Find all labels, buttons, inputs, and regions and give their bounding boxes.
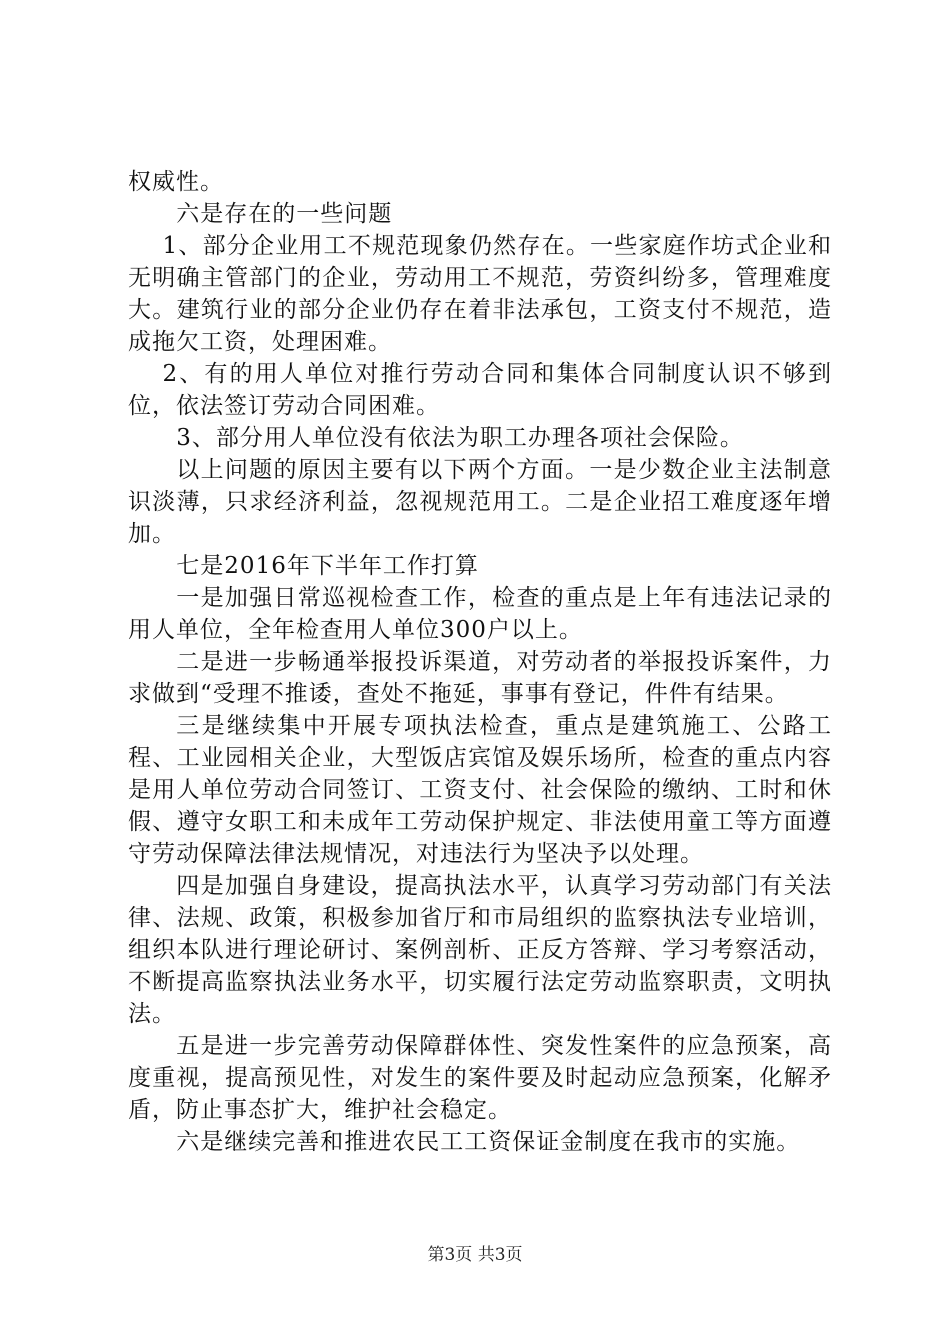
document-body: [128, 166, 832, 1158]
section-heading-problems: 六是存在的一些问题: [176, 201, 393, 227]
paragraph-continuation: 权威性。: [128, 169, 224, 195]
paragraph-plan-6: 六是继续完善和推进农民工工资保证金制度在我市的实施。: [176, 1129, 801, 1155]
paragraph-problem-1: 1、部分企业用工不规范现象仍然存在。一些家庭作坊式企业和无明确主管部门的企业，劳动用工不规范，劳资纠纷多，管理难度大。建筑行业的部分企业仍存在着非法承包，工资支付不规范，造成拖欠工资，处理困难。: [128, 233, 832, 355]
paragraph-problem-2: 2、有的用人单位对推行劳动合同和集体合同制度认识不够到位，依法签订劳动合同困难。: [128, 361, 832, 419]
paragraph-plan-5: 五是进一步完善劳动保障群体性、突发性案件的应急预案，高度重视，提高预见性，对发生的案件要及时起动应急预案，化解矛盾，防止事态扩大，维护社会稳定。: [128, 1033, 832, 1123]
page-footer: 第3页 共3页: [427, 1245, 523, 1265]
paragraph-plan-2: 二是进一步畅通举报投诉渠道，对劳动者的举报投诉案件，力求做到“受理不推诿，查处不拖延，事事有登记，件件有结果。: [128, 649, 832, 707]
paragraph-problem-3: 3、部分用人单位没有依法为职工办理各项社会保险。: [176, 425, 744, 451]
paragraph-plan-4: 四是加强自身建设，提高执法水平，认真学习劳动部门有关法律、法规、政策，积极参加省厅和市局组织的监察执法专业培训，组织本队进行理论研讨、案例剖析、正反方答辩、学习考察活动，不断提高监察执法业务水平，切实履行法定劳动监察职责，文明执法。: [128, 873, 832, 1027]
paragraph-causes: 以上问题的原因主要有以下两个方面。一是少数企业主法制意识淡薄，只求经济利益，忽视规范用工。二是企业招工难度逐年增加。: [128, 457, 832, 547]
paragraph-plan-1: 一是加强日常巡视检查工作，检查的重点是上年有违法记录的用人单位，全年检查用人单位300户以上。: [128, 585, 832, 643]
section-heading-plans: 七是2016年下半年工作打算: [176, 553, 479, 579]
paragraph-plan-3: 三是继续集中开展专项执法检查，重点是建筑施工、公路工程、工业园相关企业，大型饭店宾馆及娱乐场所，检查的重点内容是用人单位劳动合同签订、工资支付、社会保险的缴纳、工时和休假、遵守女职工和未成年工劳动保护规定、非法使用童工等方面遵守劳动保障法律法规情况，对违法行为坚决予以处理。: [128, 713, 832, 867]
